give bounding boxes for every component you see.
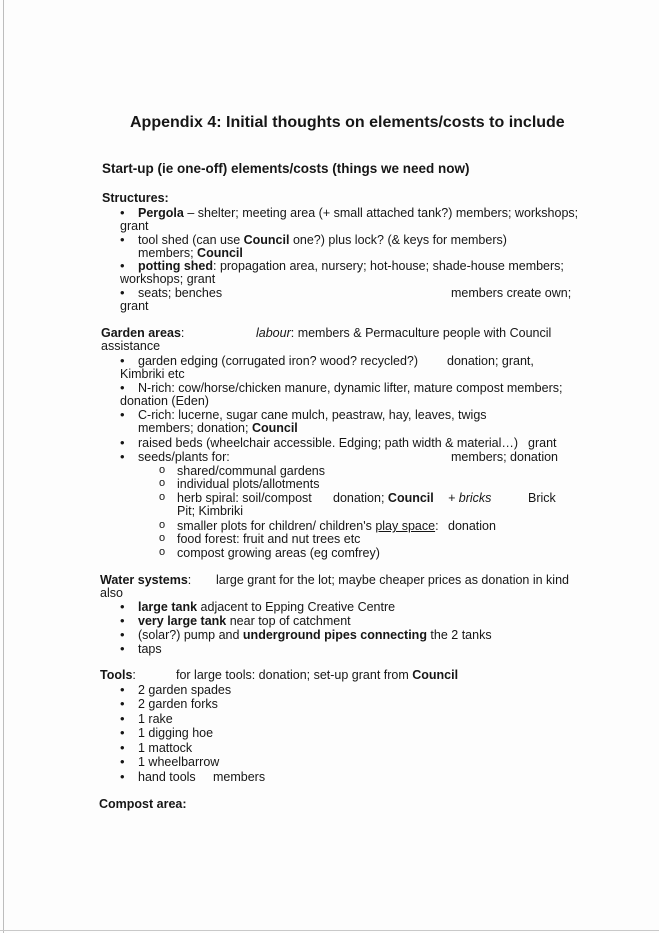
garden-item-seeds: • seeds/plants for:: [138, 450, 230, 464]
herb-spiral-donation: donation;: [333, 491, 388, 505]
tools-heading: [100, 668, 136, 682]
tool-shed-cont-council: Council: [197, 246, 243, 260]
compost-heading-text: Compost area: [99, 797, 183, 811]
c-rich-cont-text: members; donation;: [138, 421, 252, 435]
hand-tools-source: members: [213, 770, 266, 784]
tool-shed-council: Council: [243, 233, 290, 247]
seeds-sub-individual: o individual plots/allotments: [177, 477, 319, 491]
herb-spiral-source: [333, 491, 434, 505]
pipes-label: underground pipes connecting: [242, 628, 427, 642]
garden-item-n-rich: • N-rich: cow/horse/chicken manure, dynamic lifter, mature compost members;: [138, 381, 562, 395]
page-bottom-edge: [0, 930, 659, 931]
herb-spiral-brick: Brick: [528, 491, 556, 505]
seeds-sub-compost-growing: o compost growing areas (eg comfrey): [177, 546, 380, 560]
very-large-tank-text: near top of catchment: [226, 614, 351, 628]
pipes-text: the 2 tanks: [426, 628, 492, 642]
tools-heading-colon: :: [132, 668, 136, 682]
page-edge-line: [3, 0, 4, 933]
water-item-large-tank: [138, 600, 395, 614]
seats-source: members create own;: [451, 286, 572, 300]
tools-item-digging-hoe: • 1 digging hoe: [138, 726, 213, 740]
tools-item-spades: • 2 garden spades: [138, 683, 231, 697]
water-item-very-large-tank: [138, 614, 351, 628]
water-heading: [100, 573, 191, 587]
n-rich-continuation: donation (Eden): [120, 394, 209, 408]
garden-item-edging: • garden edging (corrugated iron? wood? recycled?): [138, 354, 418, 368]
compost-heading: [99, 797, 187, 811]
garden-item-raised-beds: • raised beds (wheelchair accessible. Edging; path width & material…): [138, 436, 518, 450]
smaller-plots-colon: :: [435, 519, 439, 533]
seeds-source: members; donation: [451, 450, 559, 464]
tools-heading-text: Tools: [100, 668, 133, 682]
section-subtitle: Start-up (ie one-off) elements/costs (things we need now): [102, 161, 470, 176]
structures-item-pergola: [138, 206, 578, 220]
seats-continuation: grant: [120, 299, 149, 313]
tools-item-forks: • 2 garden forks: [138, 697, 218, 711]
labour-label: labour: [256, 326, 291, 340]
herb-spiral-continuation: Pit; Kimbriki: [177, 504, 243, 518]
potting-shed-continuation: workshops; grant: [120, 272, 216, 286]
large-tank-text: adjacent to Epping Creative Centre: [197, 600, 396, 614]
tools-item-hand-tools: • hand tools: [138, 770, 196, 784]
garden-heading: [101, 326, 184, 340]
seeds-sub-shared: o shared/communal gardens: [177, 464, 325, 478]
pergola-continuation: grant: [120, 219, 149, 233]
tools-funding-text: for large tools: donation; set-up grant from: [176, 668, 413, 682]
seeds-sub-food-forest: o food forest: fruit and nut trees etc: [177, 532, 360, 546]
herb-spiral-council: Council: [387, 491, 434, 505]
seeds-sub-smaller-plots: [177, 519, 439, 533]
tool-shed-text-c: one?) plus lock? (& keys for members): [289, 233, 507, 247]
tools-item-mattock: • 1 mattock: [138, 741, 192, 755]
c-rich-cont-council: Council: [251, 421, 298, 435]
smaller-plots-source: donation: [448, 519, 496, 533]
structures-item-tool-shed: [138, 233, 507, 247]
pump-text: (solar?) pump and: [138, 628, 243, 642]
tool-shed-continuation: [138, 246, 243, 260]
very-large-tank-label: very large tank: [138, 614, 227, 628]
labour-continuation: assistance: [101, 339, 161, 353]
seeds-sub-herb-spiral: o herb spiral: soil/compost: [177, 491, 312, 505]
water-heading-colon: :: [187, 573, 192, 587]
pergola-label: Pergola: [138, 206, 184, 220]
water-item-pump: [138, 628, 492, 642]
edging-continuation: Kimbriki etc: [120, 367, 185, 381]
tools-item-wheelbarrow: • 1 wheelbarrow: [138, 755, 219, 769]
garden-labour: [256, 326, 551, 340]
tools-funding: [176, 668, 458, 682]
labour-text: : members & Permaculture people with Council: [290, 326, 552, 340]
structures-heading: Structures:: [102, 191, 169, 205]
tools-funding-council: Council: [412, 668, 459, 682]
edging-source: donation; grant,: [447, 354, 534, 368]
tool-shed-text-a: tool shed (can use: [138, 233, 244, 247]
pergola-text: – shelter; meeting area (+ small attached tank?) members; workshops;: [183, 206, 579, 220]
page-title: Appendix 4: Initial thoughts on elements/costs to include: [130, 114, 565, 131]
water-item-taps: • taps: [138, 642, 162, 656]
structures-item-seats: • seats; benches: [138, 286, 222, 300]
garden-item-c-rich: • C-rich: lucerne, sugar cane mulch, peastraw, hay, leaves, twigs: [138, 408, 487, 422]
water-funding-continuation: also: [100, 586, 123, 600]
structures-item-potting-shed: [138, 259, 564, 273]
potting-shed-label: potting shed: [138, 259, 213, 273]
water-funding: large grant for the lot; maybe cheaper prices as donation in kind: [216, 573, 569, 587]
tools-item-rake: • 1 rake: [138, 712, 173, 726]
play-space-text: play space: [375, 519, 436, 533]
garden-heading-text: Garden areas: [101, 326, 181, 340]
c-rich-continuation: [138, 421, 298, 435]
raised-beds-source: grant: [528, 436, 557, 450]
tool-shed-cont-text: members;: [138, 246, 198, 260]
large-tank-label: large tank: [138, 600, 198, 614]
potting-shed-text: : propagation area, nursery; hot-house; shade-house members;: [213, 259, 564, 273]
compost-heading-colon: :: [182, 797, 187, 811]
herb-spiral-bricks: + bricks: [448, 491, 492, 505]
smaller-plots-text: smaller plots for children/ children's: [177, 519, 376, 533]
garden-heading-colon: :: [180, 326, 185, 340]
water-heading-text: Water systems: [100, 573, 188, 587]
